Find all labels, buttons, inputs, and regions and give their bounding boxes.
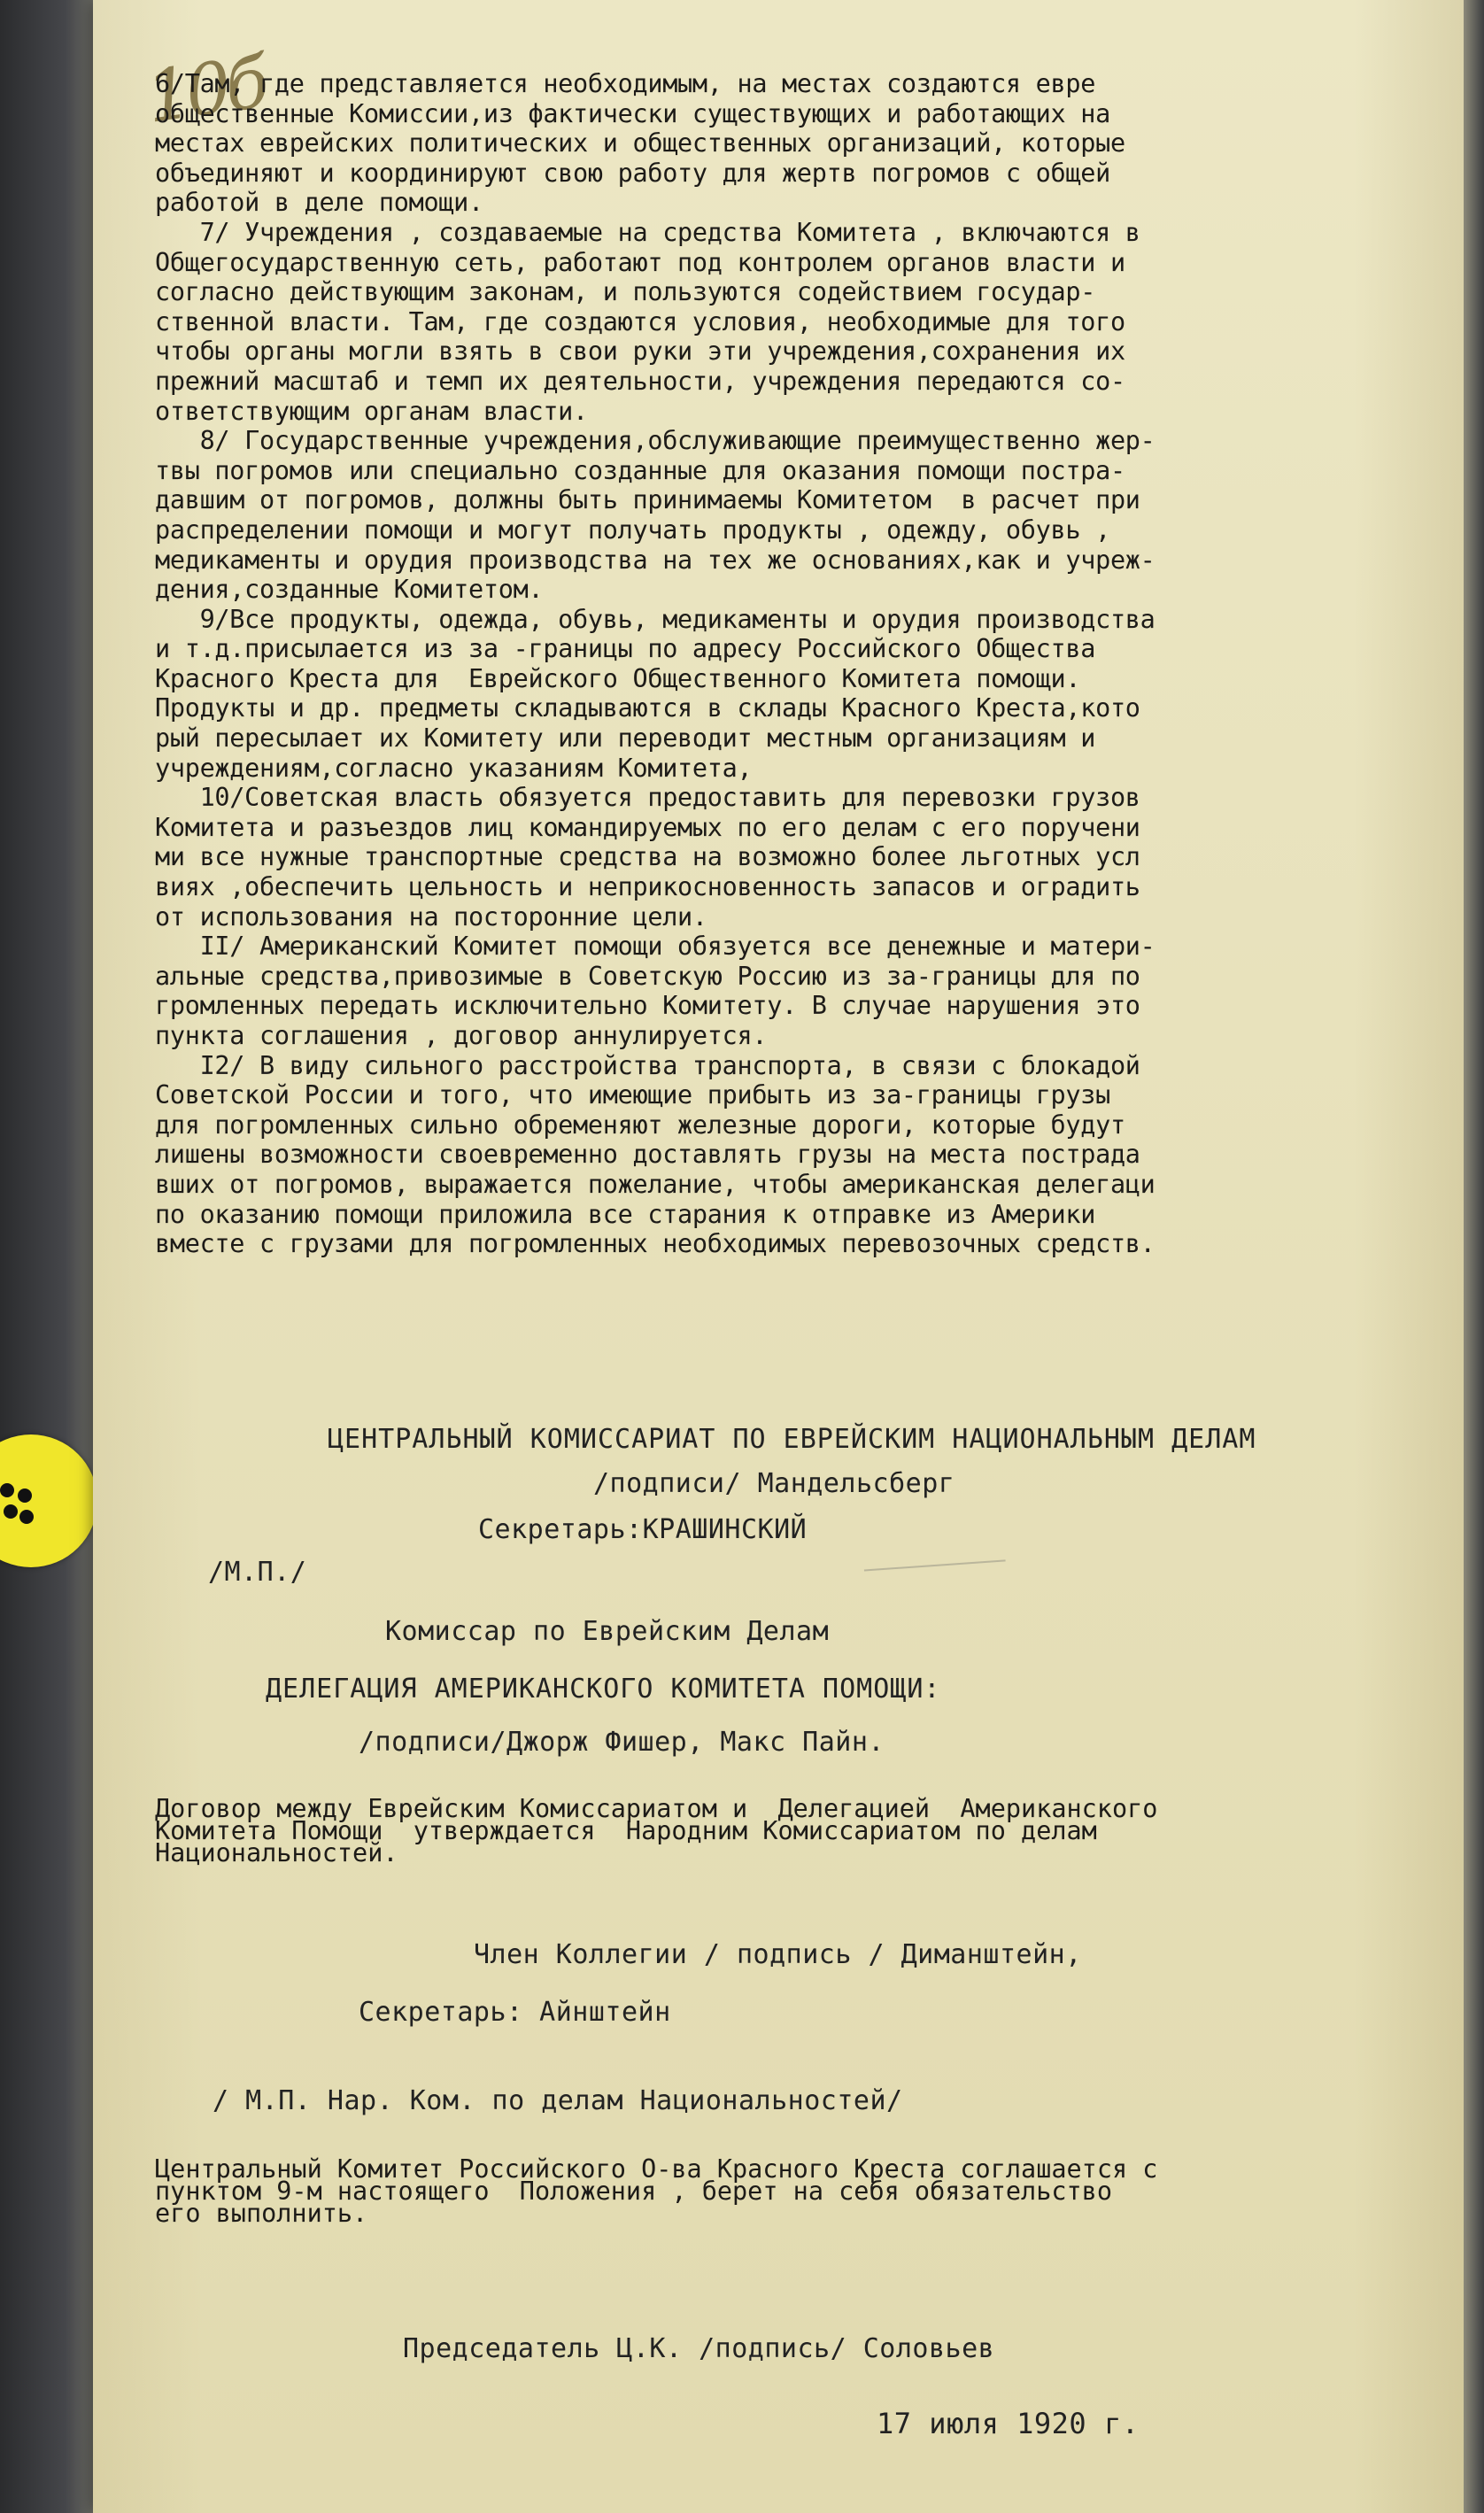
delegation-signed: /подписи/Джорж Фишер, Макс Пайн. (359, 1727, 885, 1758)
text-line: Общегосударственную сеть, работают под контролем органов власти и (155, 247, 1125, 277)
text-line: учреждениям,согласно указаниям Комитета, (155, 753, 753, 783)
text-line: 10/Советская власть обязуется предоставить для перевозки грузов (155, 783, 1140, 813)
text-line: Комитета и разъездов лиц командируемых по его делам с его поручени (155, 812, 1140, 842)
text-line: вших от погромов, выражается пожелание, чтобы американская делегаци (155, 1169, 1156, 1199)
text-line: виях ,обеспечить цельность и неприкосновенность запасов и оградить (155, 872, 1140, 902)
text-line: от использования на посторонние цели. (155, 901, 707, 932)
text-line: Красного Креста для Еврейского Общественного Комитета помощи. (155, 663, 1081, 693)
approval-line: Договор между Еврейским Комиссариатом и Делегацией Американского (155, 1794, 1158, 1823)
document-date: 17 июля 1920 г. (877, 2407, 1140, 2440)
red-cross-text (155, 2154, 1457, 2228)
scan-left-edge (0, 0, 93, 2513)
commissariat-signed: /подписи/ Мандельсберг (593, 1468, 955, 1499)
text-line: давшим от погромов, должны быть принимаемы Комитетом в расчет при (155, 485, 1140, 515)
sticker-dots-icon (0, 1483, 35, 1527)
text-line: 6/Там, где представляется необходимым, на местах создаются евре (155, 69, 1096, 98)
text-line: пункта соглашения , договор аннулируется. (155, 1021, 768, 1050)
text-line: Продукты и др. предметы складываются в склады Красного Креста,кото (155, 693, 1140, 723)
commissar-line: Комиссар по Еврейским Делам (385, 1616, 830, 1647)
seal-2: / М.П. Нар. Ком. по делам Национальностей/ (213, 2085, 903, 2116)
text-line: объединяют и координируют свою работу для жертв погромов с общей (155, 158, 1110, 188)
text-line: рый пересылает их Комитету или переводит местным организациям и (155, 723, 1096, 754)
text-line: Советской России и того, что имеющие прибыть из за-границы грузы (155, 1080, 1110, 1110)
scan-right-edge (1464, 0, 1484, 2513)
text-line: II/ Американский Комитет помощи обязуется все денежные и матери- (155, 932, 1156, 962)
red-cross-line: Центральный Комитет Российского О-ва Красного Креста соглашается с (155, 2154, 1158, 2184)
text-line: 8/ Государственные учреждения,обслуживающие преимущественно жер- (155, 426, 1156, 456)
text-line: согласно действующим законам, и пользуются содействием государ- (155, 277, 1096, 307)
text-line: ответствующим органам власти. (155, 396, 588, 426)
text-line: твы погромов или специально созданные для оказания помощи пострa- (155, 455, 1125, 485)
text-line: для погромленных сильно обременяют железные дороги, которые будут (155, 1110, 1125, 1140)
text-line: чтобы органы могли взять в свои руки эти учреждения,сохранения их (155, 336, 1125, 367)
commissariat-title: ЦЕНТРАЛЬНЫЙ КОМИССАРИАТ ПО ЕВРЕЙСКИМ НАЦИОНАЛЬНЫМ ДЕЛАМ (328, 1424, 1256, 1455)
body-text (155, 69, 1439, 1259)
text-line: местах еврейских политических и общественных организаций, которые (155, 128, 1125, 159)
text-line: распределении помощи и могут получать продукты , одежду, обувь , (155, 514, 1110, 545)
approval-line: Национальностей. (155, 1838, 398, 1867)
chairman-line: Председатель Ц.К. /подпись/ Соловьев (403, 2333, 995, 2364)
text-line: ственной власти. Там, где создаются условия, необходимые для того (155, 306, 1125, 336)
red-cross-line: его выполнить. (155, 2199, 368, 2228)
text-line: общественные Комиссии,из фактически существующих и работающих на (155, 98, 1110, 128)
text-line: дения,созданные Комитетом. (155, 575, 544, 605)
text-line: альные средства,привозимые в Советскую Россию из за-границы для по (155, 961, 1140, 991)
approval-text (155, 1794, 1457, 1867)
text-line: громленных передать исключительно Комитету. В случае нарушения это (155, 991, 1140, 1021)
seal-mark: /М.П./ (208, 1557, 307, 1588)
document-page (93, 0, 1464, 2513)
approval-line: Комитета Помощи утверждается Народним Комиссариатом по делам (155, 1816, 1097, 1845)
page-number: 10б (141, 41, 269, 139)
text-line: 7/ Учреждения , создаваемые на средства Комитета , включаются в (155, 217, 1140, 247)
text-line: ми все нужные транспортные средства на возможно более льготных усл (155, 842, 1140, 872)
handwritten-signature (862, 1540, 1005, 1571)
text-line: и т.д.присылается из за -границы по адресу Российского Общества (155, 634, 1096, 664)
collegium-member: Член Коллегии / подпись / Диманштейн, (474, 1939, 1082, 1970)
text-line: прежний масштаб и темп их деятельности, учреждения передаются со- (155, 366, 1125, 396)
secretary-2: Секретарь: Айнштейн (359, 1997, 671, 2028)
commissariat-secretary: Секретарь:КРАШИНСКИЙ (478, 1514, 808, 1545)
text-line: медикаменты и орудия производства на тех же основаниях,как и учреж- (155, 545, 1156, 575)
text-line: лишены возможности своевременно доставлять грузы на места пострада (155, 1140, 1140, 1170)
text-line: работой в деле помощи. (155, 188, 483, 218)
text-line: I2/ В виду сильного расстройства транспорта, в связи с блокадой (155, 1050, 1140, 1080)
text-line: вместе с грузами для погромленных необходимых перевозочных средств. (155, 1229, 1156, 1259)
text-line: по оказанию помощи приложила все старания к отправке из Америки (155, 1199, 1096, 1229)
delegation-title: ДЕЛЕГАЦИЯ АМЕРИКАНСКОГО КОМИТЕТА ПОМОЩИ: (266, 1674, 941, 1705)
text-line: 9/Все продукты, одежда, обувь, медикаменты и орудия производства (155, 604, 1156, 634)
red-cross-line: пунктом 9-м настоящего Положения , берет на себя обязательство (155, 2177, 1112, 2206)
